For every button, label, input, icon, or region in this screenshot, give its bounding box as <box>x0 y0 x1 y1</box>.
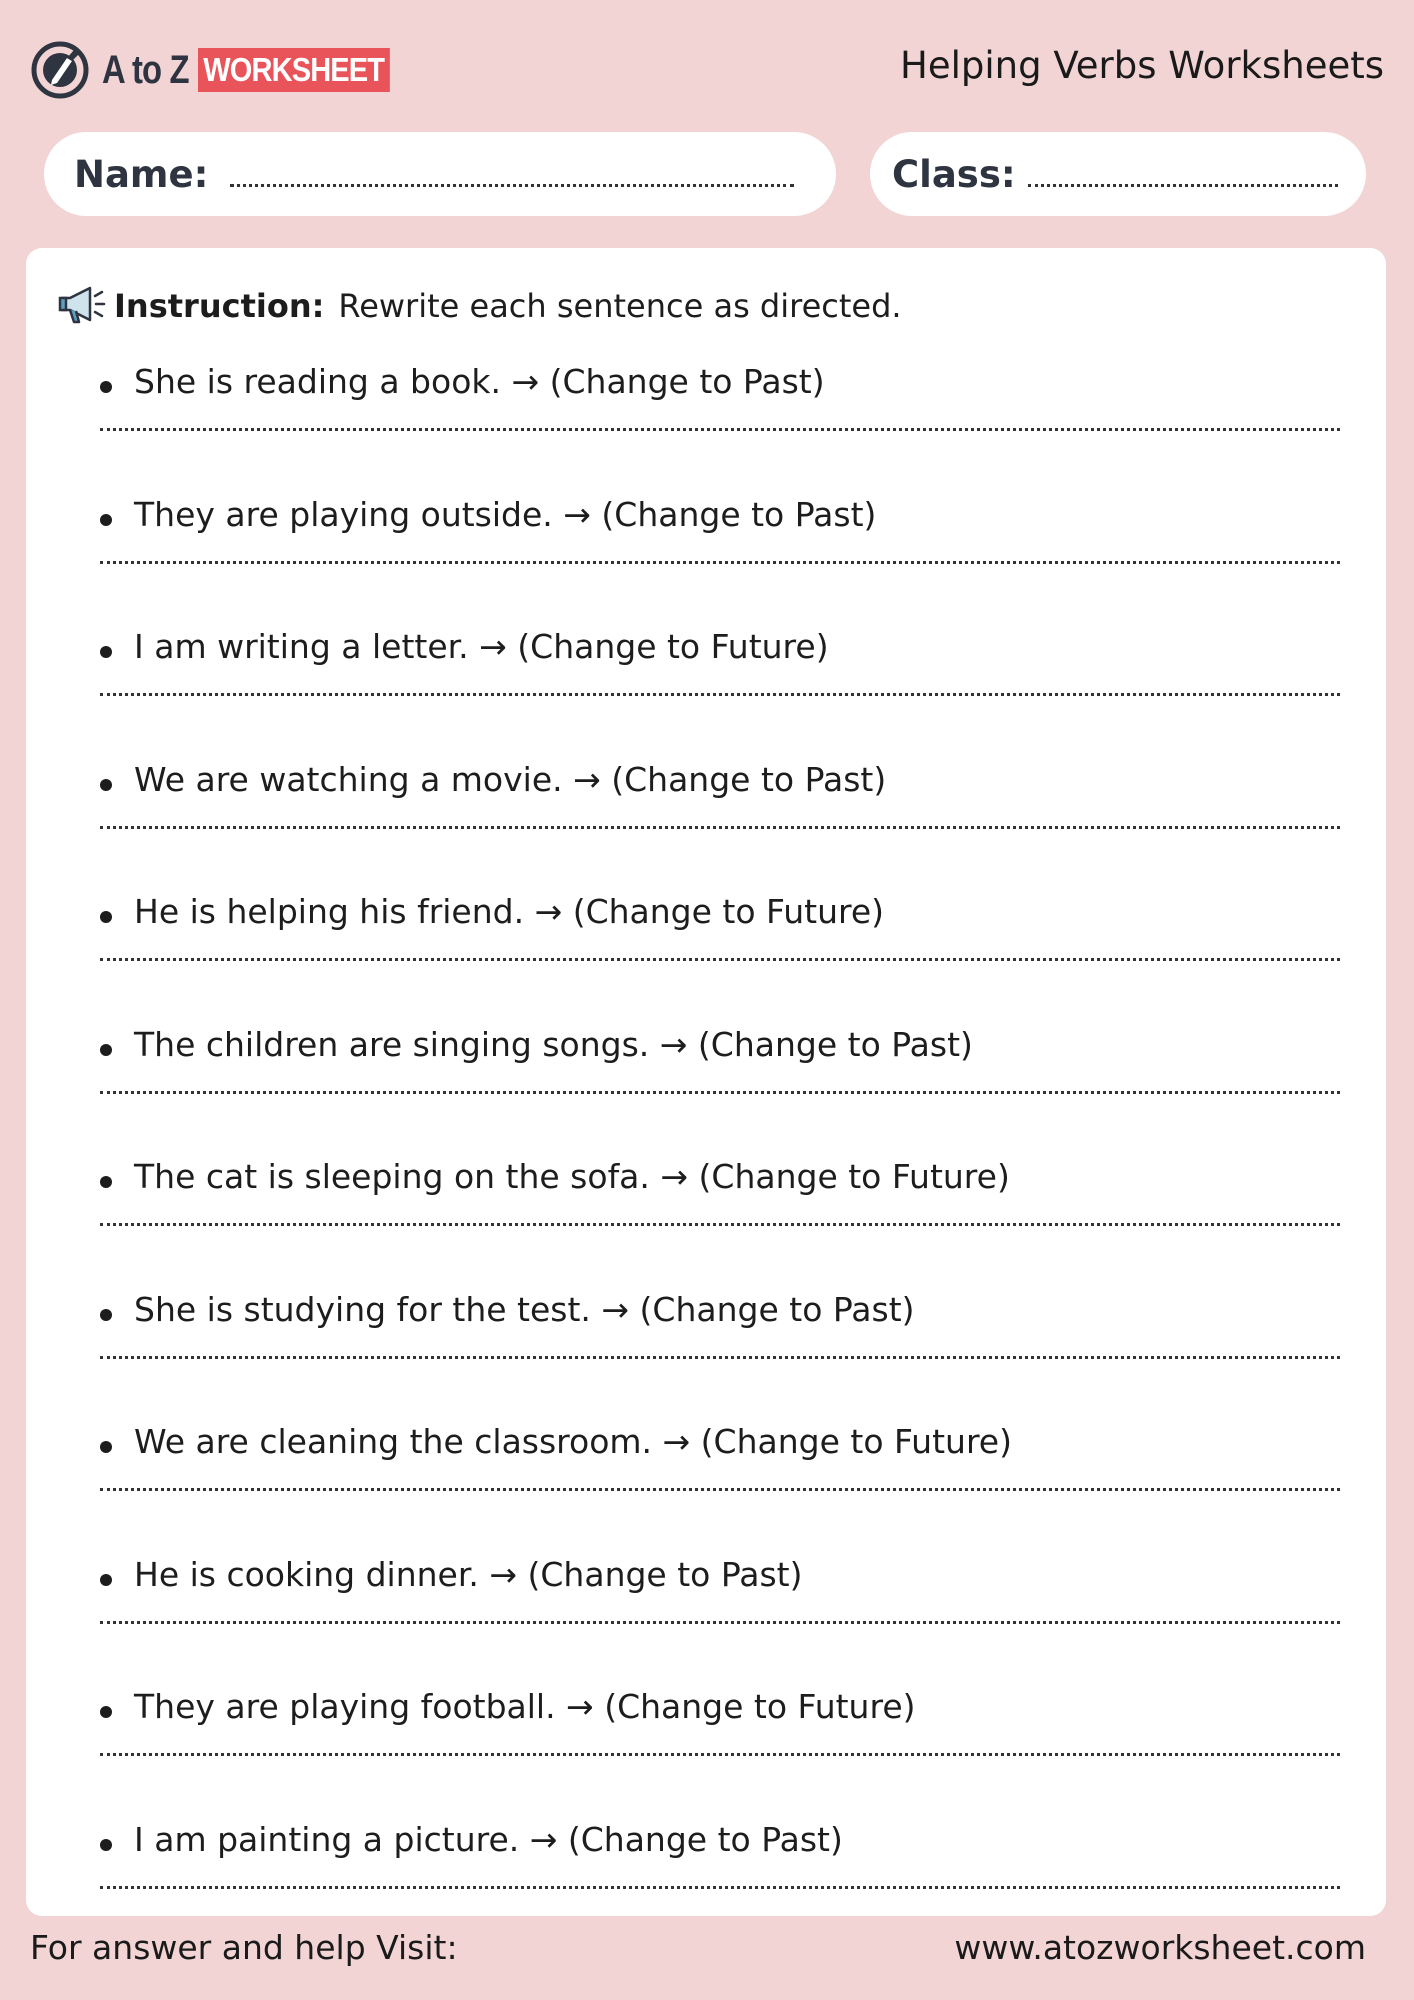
bullet-icon <box>100 381 112 393</box>
exercise-sentence: He is helping his friend. → (Change to Future) <box>134 892 885 931</box>
bullet-icon <box>100 911 112 923</box>
exercise-sentence: They are playing football. → (Change to Future) <box>134 1687 916 1726</box>
answer-line[interactable] <box>100 1621 1340 1624</box>
name-label: Name: <box>74 152 209 196</box>
exercise-sentence: He is cooking dinner. → (Change to Past) <box>134 1554 803 1594</box>
bullet-icon <box>100 514 112 526</box>
exercise-sentence: She is reading a book. → (Change to Past) <box>134 362 825 401</box>
list-item <box>100 489 1340 622</box>
answer-line[interactable] <box>100 1753 1340 1756</box>
bullet-icon <box>100 1839 112 1851</box>
answer-line[interactable] <box>100 1886 1340 1889</box>
bullet-icon <box>100 646 112 658</box>
list-item <box>100 1681 1340 1814</box>
exercise-sentence: They are playing outside. → (Change to Past) <box>134 494 877 534</box>
bullet-icon <box>100 1309 112 1321</box>
instruction <box>56 284 902 328</box>
bullet-icon <box>100 1574 112 1586</box>
list-item <box>100 621 1340 754</box>
footer-label: For answer and help Visit: <box>30 1928 458 1967</box>
class-field[interactable] <box>1028 161 1338 187</box>
answer-line[interactable] <box>100 428 1340 431</box>
answer-line[interactable] <box>100 1091 1340 1094</box>
answer-line[interactable] <box>100 1223 1340 1226</box>
exercise-sentence: We are watching a movie. → (Change to Past) <box>134 759 887 799</box>
list-item <box>100 1284 1340 1417</box>
exercise-sentence: The children are singing songs. → (Change to Past) <box>134 1024 973 1064</box>
instruction-text: Rewrite each sentence as directed. <box>338 287 902 325</box>
list-item <box>100 1151 1340 1284</box>
footer-link[interactable]: www.atozworksheet.com <box>954 1928 1366 1967</box>
answer-line[interactable] <box>100 826 1340 829</box>
list-item <box>100 1019 1340 1152</box>
answer-line[interactable] <box>100 1488 1340 1491</box>
class-field-box <box>870 132 1366 216</box>
list-item <box>100 1549 1340 1682</box>
exercise-sentence: I am painting a picture. → (Change to Past) <box>134 1819 843 1859</box>
exercise-sentence: We are cleaning the classroom. → (Change to Future) <box>134 1422 1012 1461</box>
answer-line[interactable] <box>100 1356 1340 1359</box>
answer-line[interactable] <box>100 958 1340 961</box>
logo-badge: WORKSHEET <box>198 48 389 92</box>
page-title: Helping Verbs Worksheets <box>900 44 1384 87</box>
exercise-sentence: The cat is sleeping on the sofa. → (Change to Future) <box>134 1157 1010 1196</box>
worksheet-card <box>26 248 1386 1916</box>
bullet-icon <box>100 1441 112 1453</box>
pen-icon <box>30 40 90 100</box>
name-field-box <box>44 132 836 216</box>
bullet-icon <box>100 779 112 791</box>
list-item <box>100 1814 1340 1947</box>
list-item <box>100 1416 1340 1549</box>
answer-line[interactable] <box>100 561 1340 564</box>
list-item <box>100 356 1340 489</box>
megaphone-icon <box>56 284 106 328</box>
class-label: Class: <box>892 152 1016 196</box>
site-logo <box>30 40 416 100</box>
bullet-icon <box>100 1706 112 1718</box>
exercise-sentence: I am writing a letter. → (Change to Future) <box>134 627 829 666</box>
logo-text: A to Z <box>102 47 189 92</box>
bullet-icon <box>100 1044 112 1056</box>
instruction-label: Instruction: <box>114 287 325 325</box>
exercise-sentence: She is studying for the test. → (Change to Past) <box>134 1289 915 1329</box>
list-item <box>100 754 1340 887</box>
answer-line[interactable] <box>100 693 1340 696</box>
name-field[interactable] <box>230 161 794 187</box>
list-item <box>100 886 1340 1019</box>
bullet-icon <box>100 1176 112 1188</box>
page-header <box>0 0 1414 130</box>
